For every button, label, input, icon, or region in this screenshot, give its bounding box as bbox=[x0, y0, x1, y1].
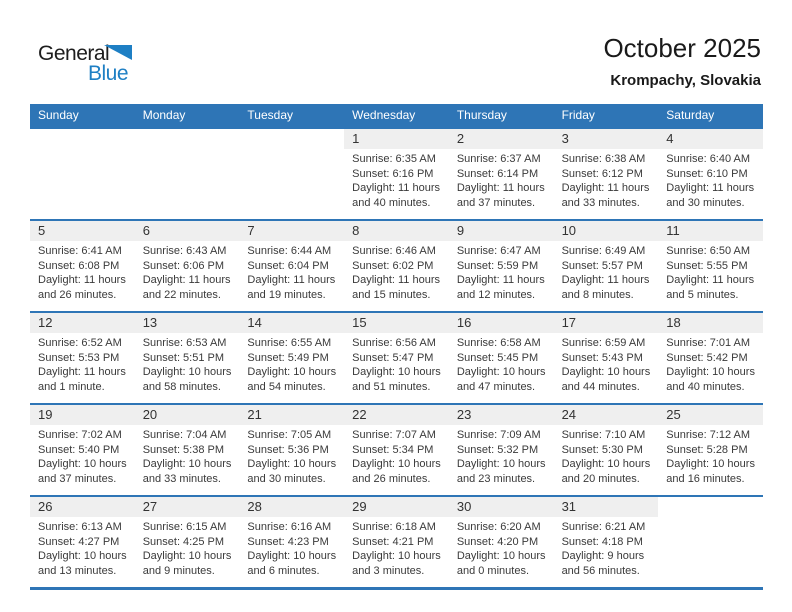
day-cell-17 bbox=[554, 313, 659, 403]
sunrise-text: Sunrise: 6:44 AM bbox=[247, 245, 332, 257]
sunset-text: Sunset: 4:20 PM bbox=[456, 535, 539, 548]
sun-info bbox=[658, 333, 763, 394]
daylight-line1: Daylight: 10 hours bbox=[247, 458, 337, 470]
daylight-line2: and 13 minutes. bbox=[38, 564, 117, 577]
daylight-line1: Daylight: 11 hours bbox=[456, 182, 545, 194]
sunset-text: Sunset: 4:21 PM bbox=[352, 535, 434, 548]
daylight-line1: Daylight: 10 hours bbox=[142, 458, 232, 470]
sun-info bbox=[554, 425, 659, 486]
sunrise-text: Sunrise: 7:01 AM bbox=[666, 337, 751, 349]
daylight-line1: Daylight: 10 hours bbox=[456, 550, 546, 562]
day-cell-29 bbox=[344, 497, 449, 587]
sunset-text: Sunset: 5:57 PM bbox=[561, 259, 643, 272]
sunset-text: Sunset: 6:04 PM bbox=[247, 259, 329, 272]
sun-info bbox=[449, 517, 554, 578]
daylight-line1: Daylight: 10 hours bbox=[38, 458, 127, 470]
weekday-header-saturday: Saturday bbox=[666, 108, 715, 122]
day-cell-empty bbox=[658, 497, 763, 587]
sun-info bbox=[30, 241, 135, 302]
daylight-line2: and 6 minutes. bbox=[247, 564, 320, 577]
day-cell-8 bbox=[344, 221, 449, 311]
daylight-line2: and 40 minutes. bbox=[666, 380, 745, 393]
sunrise-text: Sunrise: 6:56 AM bbox=[352, 337, 436, 349]
date-number: 23 bbox=[456, 407, 472, 422]
date-band bbox=[554, 405, 659, 425]
daylight-line1: Daylight: 10 hours bbox=[142, 366, 232, 378]
sun-info bbox=[554, 333, 659, 394]
sunset-text: Sunset: 5:59 PM bbox=[456, 259, 539, 272]
weekday-header-thursday: Thursday bbox=[456, 108, 507, 122]
sunset-text: Sunset: 5:47 PM bbox=[352, 351, 434, 364]
date-number: 1 bbox=[352, 131, 360, 146]
daylight-line2: and 33 minutes. bbox=[142, 472, 221, 485]
day-cell-3 bbox=[554, 129, 659, 219]
day-cell-2 bbox=[449, 129, 554, 219]
sunrise-text: Sunrise: 7:02 AM bbox=[38, 429, 122, 441]
daylight-line2: and 19 minutes. bbox=[247, 288, 326, 301]
calendar-weeks bbox=[30, 127, 763, 590]
daylight-line2: and 30 minutes. bbox=[666, 196, 745, 209]
day-cell-7 bbox=[239, 221, 344, 311]
sunset-text: Sunset: 5:40 PM bbox=[38, 443, 120, 456]
sunrise-text: Sunrise: 6:20 AM bbox=[456, 521, 541, 533]
sunset-text: Sunset: 5:49 PM bbox=[247, 351, 329, 364]
date-band bbox=[554, 497, 659, 517]
date-band bbox=[135, 313, 240, 333]
sun-info bbox=[239, 333, 344, 394]
week-row-1 bbox=[30, 127, 763, 219]
sun-info bbox=[554, 517, 659, 578]
day-cell-30 bbox=[449, 497, 554, 587]
week-row-2 bbox=[30, 219, 763, 311]
day-cell-27 bbox=[135, 497, 240, 587]
sunset-text: Sunset: 6:02 PM bbox=[352, 259, 434, 272]
sun-info bbox=[449, 241, 554, 302]
date-band bbox=[658, 221, 763, 241]
daylight-line1: Daylight: 10 hours bbox=[456, 366, 546, 378]
date-band bbox=[239, 497, 344, 517]
day-cell-16 bbox=[449, 313, 554, 403]
day-cell-19 bbox=[30, 405, 135, 495]
day-cell-18 bbox=[658, 313, 763, 403]
sunrise-text: Sunrise: 6:18 AM bbox=[352, 521, 436, 533]
day-cell-4 bbox=[658, 129, 763, 219]
sunrise-text: Sunrise: 6:16 AM bbox=[247, 521, 332, 533]
daylight-line2: and 44 minutes. bbox=[561, 380, 640, 393]
sunrise-text: Sunrise: 7:04 AM bbox=[142, 429, 227, 441]
sun-info bbox=[135, 517, 240, 578]
daylight-line1: Daylight: 10 hours bbox=[247, 550, 337, 562]
sunset-text: Sunset: 5:34 PM bbox=[352, 443, 434, 456]
sun-info bbox=[449, 425, 554, 486]
date-number: 15 bbox=[352, 315, 367, 330]
sunset-text: Sunset: 6:08 PM bbox=[38, 259, 120, 272]
sun-info bbox=[30, 425, 135, 486]
daylight-line1: Daylight: 10 hours bbox=[142, 550, 232, 562]
date-band bbox=[135, 221, 240, 241]
sunrise-text: Sunrise: 6:46 AM bbox=[352, 245, 436, 257]
day-cell-26 bbox=[30, 497, 135, 587]
date-number: 20 bbox=[142, 407, 158, 422]
sun-info bbox=[239, 241, 344, 302]
logo-text-general: General bbox=[38, 42, 110, 65]
date-number: 2 bbox=[456, 131, 465, 146]
sun-info bbox=[344, 425, 449, 486]
date-band bbox=[449, 497, 554, 517]
date-band bbox=[30, 129, 135, 149]
daylight-line1: Daylight: 11 hours bbox=[247, 274, 336, 286]
day-cell-empty bbox=[239, 129, 344, 219]
day-cell-23 bbox=[449, 405, 554, 495]
date-band bbox=[344, 129, 449, 149]
day-cell-9 bbox=[449, 221, 554, 311]
location-subtitle: Krompachy, Slovakia bbox=[610, 72, 761, 89]
day-cell-12 bbox=[30, 313, 135, 403]
date-band bbox=[554, 221, 659, 241]
daylight-line1: Daylight: 10 hours bbox=[352, 550, 441, 562]
date-number: 9 bbox=[456, 223, 465, 238]
date-band bbox=[239, 405, 344, 425]
date-band bbox=[344, 497, 449, 517]
sunset-text: Sunset: 5:32 PM bbox=[456, 443, 539, 456]
date-number: 12 bbox=[38, 315, 53, 330]
daylight-line2: and 22 minutes. bbox=[142, 288, 221, 301]
date-band bbox=[658, 497, 763, 517]
sun-info bbox=[658, 149, 763, 210]
sunrise-text: Sunrise: 6:59 AM bbox=[561, 337, 646, 349]
daylight-line2: and 47 minutes. bbox=[456, 380, 536, 393]
sunrise-text: Sunrise: 6:52 AM bbox=[38, 337, 122, 349]
daylight-line1: Daylight: 11 hours bbox=[666, 182, 755, 194]
sunrise-text: Sunrise: 6:37 AM bbox=[456, 153, 541, 165]
sun-info bbox=[135, 425, 240, 486]
daylight-line1: Daylight: 11 hours bbox=[456, 274, 545, 286]
date-band bbox=[344, 313, 449, 333]
date-band bbox=[239, 313, 344, 333]
sunrise-text: Sunrise: 6:47 AM bbox=[456, 245, 541, 257]
sun-info bbox=[344, 241, 449, 302]
sunrise-text: Sunrise: 6:55 AM bbox=[247, 337, 332, 349]
sunrise-text: Sunrise: 6:35 AM bbox=[352, 153, 436, 165]
daylight-line1: Daylight: 10 hours bbox=[247, 366, 337, 378]
daylight-line1: Daylight: 11 hours bbox=[38, 366, 126, 378]
daylight-line1: Daylight: 10 hours bbox=[38, 550, 127, 562]
date-number: 10 bbox=[561, 223, 577, 238]
date-band bbox=[344, 405, 449, 425]
daylight-line2: and 9 minutes. bbox=[142, 564, 215, 577]
weekday-header-tuesday: Tuesday bbox=[247, 108, 294, 122]
sun-info bbox=[449, 149, 554, 210]
daylight-line2: and 51 minutes. bbox=[352, 380, 431, 393]
daylight-line2: and 26 minutes. bbox=[352, 472, 431, 485]
week-row-4 bbox=[30, 403, 763, 495]
sunrise-text: Sunrise: 6:21 AM bbox=[561, 521, 646, 533]
weekday-header-friday: Friday bbox=[561, 108, 595, 122]
sun-info bbox=[30, 517, 135, 578]
date-band bbox=[658, 405, 763, 425]
sunset-text: Sunset: 5:36 PM bbox=[247, 443, 329, 456]
day-cell-20 bbox=[135, 405, 240, 495]
date-band bbox=[449, 313, 554, 333]
daylight-line2: and 5 minutes. bbox=[666, 288, 739, 301]
date-number: 8 bbox=[352, 223, 360, 238]
sunset-text: Sunset: 6:16 PM bbox=[352, 167, 434, 180]
sun-info bbox=[554, 149, 659, 210]
daylight-line1: Daylight: 10 hours bbox=[456, 458, 546, 470]
sunrise-text: Sunrise: 6:38 AM bbox=[561, 153, 646, 165]
daylight-line2: and 30 minutes. bbox=[247, 472, 326, 485]
daylight-line2: and 16 minutes. bbox=[666, 472, 745, 485]
daylight-line1: Daylight: 10 hours bbox=[666, 366, 755, 378]
daylight-line1: Daylight: 11 hours bbox=[561, 182, 650, 194]
date-band bbox=[554, 313, 659, 333]
day-cell-5 bbox=[30, 221, 135, 311]
sunrise-text: Sunrise: 7:07 AM bbox=[352, 429, 436, 441]
date-number: 7 bbox=[247, 223, 255, 238]
date-band bbox=[135, 497, 240, 517]
date-number: 22 bbox=[352, 407, 367, 422]
date-band bbox=[135, 405, 240, 425]
date-number: 30 bbox=[456, 499, 472, 514]
daylight-line1: Daylight: 10 hours bbox=[352, 458, 441, 470]
date-band bbox=[30, 497, 135, 517]
date-number: 29 bbox=[352, 499, 367, 514]
sunset-text: Sunset: 6:14 PM bbox=[456, 167, 539, 180]
sunrise-text: Sunrise: 7:09 AM bbox=[456, 429, 541, 441]
daylight-line2: and 23 minutes. bbox=[456, 472, 536, 485]
date-number: 24 bbox=[561, 407, 577, 422]
day-cell-21 bbox=[239, 405, 344, 495]
day-cell-28 bbox=[239, 497, 344, 587]
daylight-line2: and 3 minutes. bbox=[352, 564, 425, 577]
daylight-line2: and 58 minutes. bbox=[142, 380, 221, 393]
date-number: 21 bbox=[247, 407, 262, 422]
day-cell-13 bbox=[135, 313, 240, 403]
weekday-header-sunday: Sunday bbox=[38, 108, 79, 122]
sunrise-text: Sunrise: 6:49 AM bbox=[561, 245, 646, 257]
daylight-line1: Daylight: 11 hours bbox=[561, 274, 650, 286]
sunset-text: Sunset: 6:06 PM bbox=[142, 259, 225, 272]
sunset-text: Sunset: 5:45 PM bbox=[456, 351, 539, 364]
date-band bbox=[30, 405, 135, 425]
sunrise-text: Sunrise: 7:10 AM bbox=[561, 429, 646, 441]
sun-info bbox=[344, 517, 449, 578]
sun-info bbox=[239, 517, 344, 578]
day-cell-11 bbox=[658, 221, 763, 311]
date-band bbox=[135, 129, 240, 149]
date-number: 19 bbox=[38, 407, 53, 422]
date-band bbox=[554, 129, 659, 149]
day-cell-6 bbox=[135, 221, 240, 311]
daylight-line2: and 37 minutes. bbox=[456, 196, 536, 209]
date-band bbox=[449, 129, 554, 149]
daylight-line2: and 12 minutes. bbox=[456, 288, 536, 301]
day-cell-31 bbox=[554, 497, 659, 587]
date-band bbox=[658, 129, 763, 149]
date-band bbox=[239, 221, 344, 241]
sun-info bbox=[344, 149, 449, 210]
daylight-line1: Daylight: 11 hours bbox=[142, 274, 231, 286]
date-number: 26 bbox=[38, 499, 53, 514]
date-band bbox=[449, 405, 554, 425]
date-band bbox=[344, 221, 449, 241]
sunset-text: Sunset: 5:42 PM bbox=[666, 351, 748, 364]
daylight-line2: and 33 minutes. bbox=[561, 196, 640, 209]
date-number: 5 bbox=[38, 223, 46, 238]
sunset-text: Sunset: 5:30 PM bbox=[561, 443, 643, 456]
date-number: 28 bbox=[247, 499, 262, 514]
sun-info bbox=[658, 241, 763, 302]
date-band bbox=[30, 313, 135, 333]
sun-info bbox=[449, 333, 554, 394]
sunset-text: Sunset: 4:25 PM bbox=[142, 535, 225, 548]
date-number: 16 bbox=[456, 315, 472, 330]
sun-info bbox=[554, 241, 659, 302]
sunset-text: Sunset: 5:53 PM bbox=[38, 351, 120, 364]
sunset-text: Sunset: 4:23 PM bbox=[247, 535, 329, 548]
day-cell-empty bbox=[30, 129, 135, 219]
day-cell-22 bbox=[344, 405, 449, 495]
sunset-text: Sunset: 6:12 PM bbox=[561, 167, 643, 180]
date-number: 18 bbox=[666, 315, 681, 330]
sun-info bbox=[135, 241, 240, 302]
daylight-line2: and 56 minutes. bbox=[561, 564, 640, 577]
daylight-line2: and 40 minutes. bbox=[352, 196, 431, 209]
sunset-text: Sunset: 4:27 PM bbox=[38, 535, 120, 548]
day-cell-15 bbox=[344, 313, 449, 403]
sunset-text: Sunset: 5:38 PM bbox=[142, 443, 225, 456]
date-number: 3 bbox=[561, 131, 569, 146]
week-row-5 bbox=[30, 495, 763, 587]
sunrise-text: Sunrise: 6:53 AM bbox=[142, 337, 227, 349]
daylight-line1: Daylight: 10 hours bbox=[561, 458, 651, 470]
daylight-line2: and 20 minutes. bbox=[561, 472, 640, 485]
sunset-text: Sunset: 6:10 PM bbox=[666, 167, 748, 180]
calendar-table bbox=[30, 104, 763, 590]
week-row-3 bbox=[30, 311, 763, 403]
sun-info bbox=[239, 425, 344, 486]
sunrise-text: Sunrise: 6:41 AM bbox=[38, 245, 122, 257]
daylight-line2: and 54 minutes. bbox=[247, 380, 326, 393]
daylight-line1: Daylight: 11 hours bbox=[38, 274, 126, 286]
date-band bbox=[449, 221, 554, 241]
logo-text-blue: Blue bbox=[88, 62, 129, 85]
daylight-line1: Daylight: 11 hours bbox=[352, 182, 440, 194]
sunrise-text: Sunrise: 7:12 AM bbox=[666, 429, 751, 441]
day-cell-25 bbox=[658, 405, 763, 495]
daylight-line1: Daylight: 11 hours bbox=[352, 274, 440, 286]
day-cell-1 bbox=[344, 129, 449, 219]
weekday-header-monday: Monday bbox=[142, 108, 186, 122]
sunrise-text: Sunrise: 7:05 AM bbox=[247, 429, 332, 441]
sunrise-text: Sunrise: 6:40 AM bbox=[666, 153, 751, 165]
daylight-line2: and 0 minutes. bbox=[456, 564, 529, 577]
date-number: 31 bbox=[561, 499, 577, 514]
daylight-line1: Daylight: 11 hours bbox=[666, 274, 755, 286]
date-number: 11 bbox=[666, 223, 680, 238]
weekday-header-row bbox=[30, 104, 763, 127]
sun-info bbox=[135, 333, 240, 394]
date-band bbox=[239, 129, 344, 149]
sunrise-text: Sunrise: 6:43 AM bbox=[142, 245, 227, 257]
day-cell-empty bbox=[135, 129, 240, 219]
date-number: 27 bbox=[142, 499, 158, 514]
title-block bbox=[603, 33, 761, 89]
day-cell-10 bbox=[554, 221, 659, 311]
sunset-text: Sunset: 4:18 PM bbox=[561, 535, 643, 548]
daylight-line1: Daylight: 10 hours bbox=[352, 366, 441, 378]
sunrise-text: Sunrise: 6:15 AM bbox=[142, 521, 227, 533]
sunrise-text: Sunrise: 6:13 AM bbox=[38, 521, 122, 533]
sunset-text: Sunset: 5:28 PM bbox=[666, 443, 748, 456]
daylight-line1: Daylight: 10 hours bbox=[666, 458, 755, 470]
daylight-line1: Daylight: 9 hours bbox=[561, 550, 645, 562]
sun-info bbox=[344, 333, 449, 394]
day-cell-24 bbox=[554, 405, 659, 495]
month-title: October 2025 bbox=[603, 33, 761, 63]
daylight-line2: and 37 minutes. bbox=[38, 472, 117, 485]
date-band bbox=[658, 313, 763, 333]
sunset-text: Sunset: 5:51 PM bbox=[142, 351, 225, 364]
sunset-text: Sunset: 5:55 PM bbox=[666, 259, 748, 272]
date-number: 4 bbox=[666, 131, 674, 146]
day-cell-14 bbox=[239, 313, 344, 403]
daylight-line2: and 15 minutes. bbox=[352, 288, 431, 301]
daylight-line2: and 1 minute. bbox=[38, 380, 105, 393]
date-band bbox=[30, 221, 135, 241]
general-blue-logo bbox=[38, 42, 148, 88]
weekday-header-wednesday: Wednesday bbox=[352, 108, 416, 122]
date-number: 25 bbox=[666, 407, 681, 422]
sunset-text: Sunset: 5:43 PM bbox=[561, 351, 643, 364]
date-number: 17 bbox=[561, 315, 577, 330]
sunrise-text: Sunrise: 6:50 AM bbox=[666, 245, 751, 257]
date-number: 13 bbox=[142, 315, 158, 330]
daylight-line2: and 8 minutes. bbox=[561, 288, 634, 301]
daylight-line2: and 26 minutes. bbox=[38, 288, 117, 301]
daylight-line1: Daylight: 10 hours bbox=[561, 366, 651, 378]
sun-info bbox=[658, 425, 763, 486]
sunrise-text: Sunrise: 6:58 AM bbox=[456, 337, 541, 349]
date-number: 14 bbox=[247, 315, 262, 330]
sun-info bbox=[30, 333, 135, 394]
date-number: 6 bbox=[142, 223, 150, 238]
